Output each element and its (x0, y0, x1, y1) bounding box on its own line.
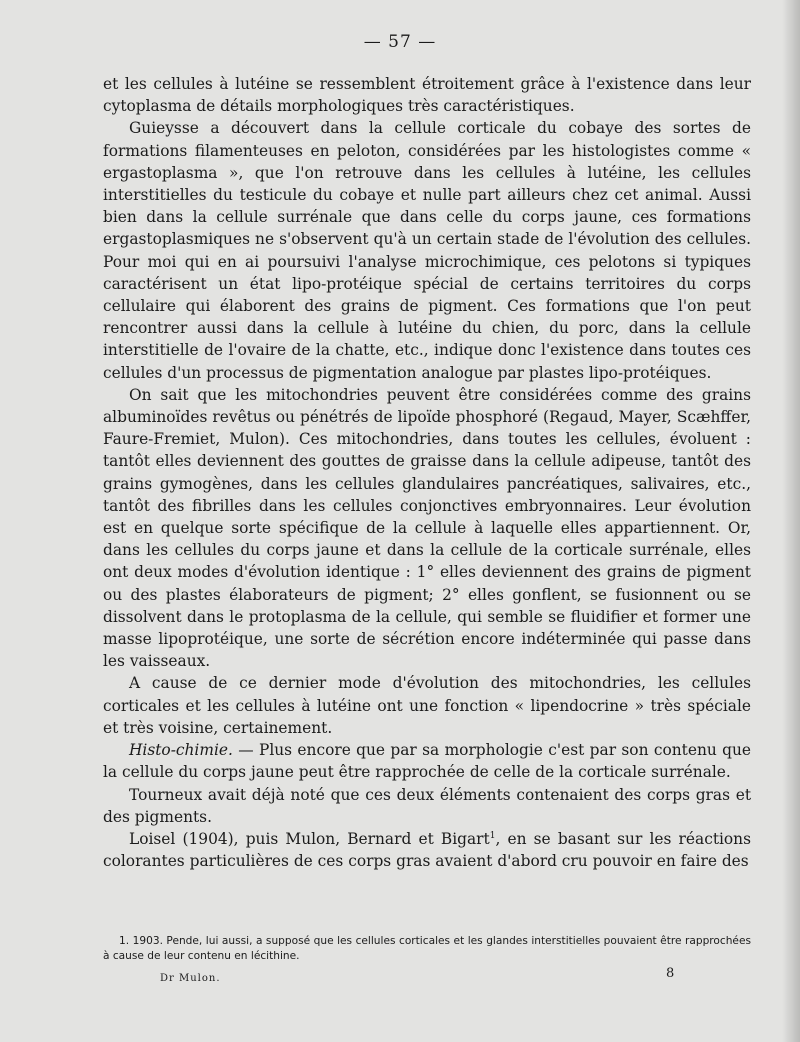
signature-line: Dr Mulon. (160, 973, 221, 984)
footnote-text: 1903. Pende, lui aussi, a supposé que les cellules corticales et les glandes interstitielles pouvaient être rapprochées à cause de leur contenu en lécithine. (103, 935, 751, 962)
paragraph-2: Guieysse a découvert dans la cellule corticale du cobaye des sortes de formations filamenteuses en peloton, considérées par les histologistes comme « ergastoplasma », que l'on retrouve dans les cellules à lutéine, les cellules interstitielles du testicule du cobaye et nulle part ailleurs chez cet animal. Aussi bien dans la cellule surrénale que dans celle du corps jaune, ces formations ergastoplasmiques ne s'observent qu'à un certain stade de l'évolution des cellules. Pour moi qui en ai poursuivi l'analyse microchimique, ces pelotons si typiques caractérisent un état lipo-protéique spécial de certains territoires du corps cellulaire qui élaborent des grains de pigment. Ces formations que l'on peut rencontrer aussi dans la cellule à lutéine du chien, du porc, dans la cellule interstitielle de l'ovaire de la chatte, etc., indique donc l'existence dans toutes ces cellules d'un processus de pigmentation analogue par plastes lipo-protéiques. (103, 119, 751, 382)
paragraph-5-text: — Plus encore que par sa morphologie c'est par son contenu que la cellule du corps jaune peut être rapprochée de celle de la corticale surrénale. (103, 741, 751, 782)
footnote-number: 1. (119, 935, 130, 947)
page-edge-shadow (782, 0, 800, 1042)
paragraph-4: A cause de ce dernier mode d'évolution des mitochondries, les cellules corticales et les cellules à lutéine ont une fonction « lipendocrine » très spéciale et très voisine, certainement. (103, 674, 751, 737)
paragraph-5 (103, 739, 751, 783)
paragraph-6: Tourneux avait déjà noté que ces deux éléments contenaient des corps gras et des pigments. (103, 785, 751, 826)
paragraph-7-text-after: , en se basant sur les réactions colorantes particulières de ces corps gras avaient d'abord cru pouvoir en faire des (103, 829, 751, 871)
page-number-header: — 57 — (363, 32, 437, 52)
footnote (103, 934, 751, 964)
paragraph-7-text-before: Loisel (1904), puis Mulon, Bernard et Bigart (129, 829, 490, 848)
paragraph-7 (103, 828, 751, 872)
sheet-number: 8 (666, 966, 675, 981)
footnote-mark: 1 (489, 830, 496, 841)
paragraph-1: et les cellules à lutéine se ressemblent étroitement grâce à l'existence dans leur cytoplasma de détails morphologiques très caractéristiques. (103, 75, 751, 116)
main-text (103, 73, 751, 872)
section-heading-histo-chimie: Histo-chimie. (129, 741, 233, 760)
paragraph-3: On sait que les mitochondries peuvent être considérées comme des grains albuminoïdes revêtus ou pénétrés de lipoïde phosphoré (Regaud, Mayer, Scæhffer, Faure-Fremiet, Mulon). Ces mitochondries, dans toutes les cellules, évoluent : tantôt elles deviennent des gouttes de graisse dans la cellule adipeuse, tantôt des grains gymogènes, dans les cellules glandulaires pancréatiques, salivaires, etc., tantôt des fibrilles dans les cellules conjonctives embryonnaires. Leur évolution est en quelque sorte spécifique de la cellule à laquelle elles appartiennent. Or, dans les cellules du corps jaune et dans la cellule de la corticale surrénale, elles ont deux modes d'évolution identique : 1° elles deviennent des grains de pigment ou des plastes élaborateurs de pigment; 2° elles gonflent, se fusionnent ou se dissolvent dans le protoplasma de la cellule, qui semble se fluidifier et former une masse lipoprotéique, une sorte de sécrétion encore indéterminée qui passe dans les vaisseaux. (103, 385, 751, 671)
